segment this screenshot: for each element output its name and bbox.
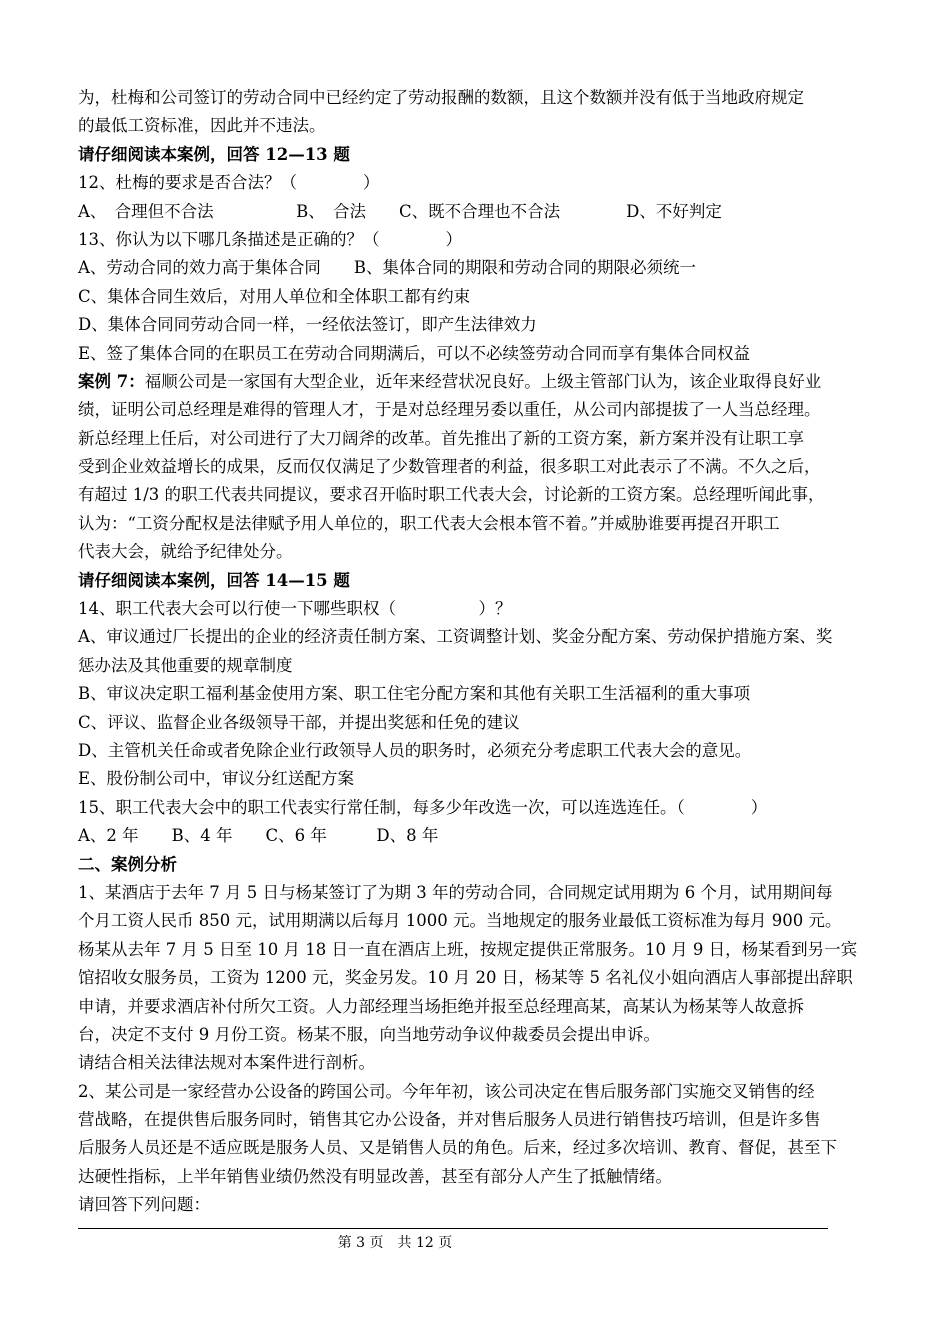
- footer-divider: [78, 1228, 828, 1229]
- text-line: 请结合相关法律法规对本案件进行剖析。: [78, 1053, 375, 1073]
- section-heading: 请仔细阅读本案例，回答 14—15 题: [78, 570, 350, 590]
- text-line: A、审议通过厂长提出的企业的经济责任制方案、工资调整计划、奖金分配方案、劳动保护措施方案、奖: [78, 627, 833, 647]
- text-line: 请回答下列问题：: [78, 1195, 210, 1215]
- text-line: E、签了集体合同的在职员工在劳动合同期满后，可以不必续签劳动合同而享有集体合同权益: [78, 343, 751, 363]
- text-line: A、 合理但不合法 B、 合法 C、既不合理也不合法 D、不好判定: [78, 201, 722, 221]
- text-line: 代表大会，就给予纪律处分。: [78, 542, 293, 562]
- text-line: D、集体合同同劳动合同一样，一经依法签订，即产生法律效力: [78, 315, 537, 335]
- text-line: 营战略，在提供售后服务同时，销售其它办公设备，并对售后服务人员进行销售技巧培训，但是许多售: [78, 1110, 821, 1130]
- text-line: 达硬性指标，上半年销售业绩仍然没有明显改善，甚至有部分人产生了抵触情绪。: [78, 1166, 672, 1186]
- text-line: A、2 年 B、4 年 C、6 年 D、8 年: [78, 826, 439, 846]
- text-line: B、审议决定职工福利基金使用方案、职工住宅分配方案和其他有关职工生活福利的重大事项: [78, 684, 751, 704]
- text-line: 有超过 1/3 的职工代表共同提议，要求召开临时职工代表大会，讨论新的工资方案。总经理听闻此事，: [78, 485, 825, 505]
- text-line: 12、杜梅的要求是否合法？（ ）: [78, 173, 380, 193]
- page-footer: 第 3 页 共 12 页: [337, 1235, 453, 1251]
- case-label: 案例 7：: [78, 371, 145, 391]
- text-line: 为，杜梅和公司签订的劳动合同中已经约定了劳动报酬的数额，且这个数额并没有低于当地政府规定: [78, 88, 804, 107]
- text-line: 后服务人员还是不适应既是服务人员、又是销售人员的角色。后来，经过多次培训、教育、督促，甚至下: [78, 1138, 837, 1158]
- text-line: 馆招收女服务员，工资为 1200 元，奖金另发。10 月 20 日，杨某等 5 名礼仪小姐向酒店人事部提出辞职: [78, 968, 853, 988]
- text-line: [78, 368, 878, 396]
- text-line: 2、某公司是一家经营办公设备的跨国公司。今年年初，该公司决定在售后服务部门实施交叉销售的经: [78, 1081, 815, 1101]
- text-line: 杨某从去年 7 月 5 日至 10 月 18 日一直在酒店上班，按规定提供正常服务。10 月 9 日，杨某看到另一宾: [78, 939, 858, 959]
- case-text: 福顺公司是一家国有大型企业，近年来经营状况良好。上级主管部门认为，该企业取得良好业: [144, 371, 822, 391]
- document-body: [78, 84, 878, 1220]
- text-line: C、集体合同生效后，对用人单位和全体职工都有约束: [78, 286, 471, 306]
- text-line: 绩，证明公司总经理是难得的管理人才，于是对总经理另委以重任，从公司内部提拔了一人当总经理。: [78, 400, 821, 420]
- text-line: 受到企业效益增长的成果，反而仅仅满足了少数管理者的利益，很多职工对此表示了不满。不久之后，: [78, 457, 821, 477]
- text-line: D、主管机关任命或者免除企业行政领导人员的职务时，必须充分考虑职工代表大会的意见。: [78, 740, 752, 760]
- text-line: 15、职工代表大会中的职工代表实行常任制，每多少年改选一次，可以连选连任。（ ）: [78, 797, 768, 817]
- section-heading: 请仔细阅读本案例，回答 12—13 题: [78, 144, 350, 164]
- text-line: 认为：“工资分配权是法律赋予用人单位的，职工代表大会根本管不着。”并威胁谁要再提召开职工: [78, 513, 780, 533]
- text-line: 13、你认为以下哪几条描述是正确的？（ ）: [78, 229, 462, 249]
- text-line: 的最低工资标准，因此并不违法。: [78, 116, 326, 136]
- text-line: 申请，并要求酒店补付所欠工资。人力部经理当场拒绝并报至总经理高某，高某认为杨某等人故意拆: [78, 996, 804, 1016]
- text-line: 1、某酒店于去年 7 月 5 日与杨某签订了为期 3 年的劳动合同，合同规定试用期为 6 个月，试用期间每: [78, 882, 833, 902]
- section-heading: 二、案例分析: [78, 854, 177, 874]
- text-line: 惩办法及其他重要的规章制度: [78, 655, 293, 675]
- text-line: 个月工资人民币 850 元，试用期满以后每月 1000 元。当地规定的服务业最低工资标准为每月 900 元。: [78, 911, 842, 931]
- text-line: E、股份制公司中，审议分红送配方案: [78, 769, 355, 789]
- text-line: 新总经理上任后，对公司进行了大刀阔斧的改革。首先推出了新的工资方案，新方案并没有让职工享: [78, 428, 804, 448]
- text-line: 14、职工代表大会可以行使一下哪些职权（ ）？: [78, 599, 512, 619]
- text-line: 台，决定不支付 9 月份工资。杨某不服，向当地劳动争议仲裁委员会提出申诉。: [78, 1024, 660, 1044]
- text-line: A、劳动合同的效力高于集体合同 B、集体合同的期限和劳动合同的期限必须统一: [78, 258, 697, 278]
- text-line: C、评议、监督企业各级领导干部，并提出奖惩和任免的建议: [78, 712, 520, 732]
